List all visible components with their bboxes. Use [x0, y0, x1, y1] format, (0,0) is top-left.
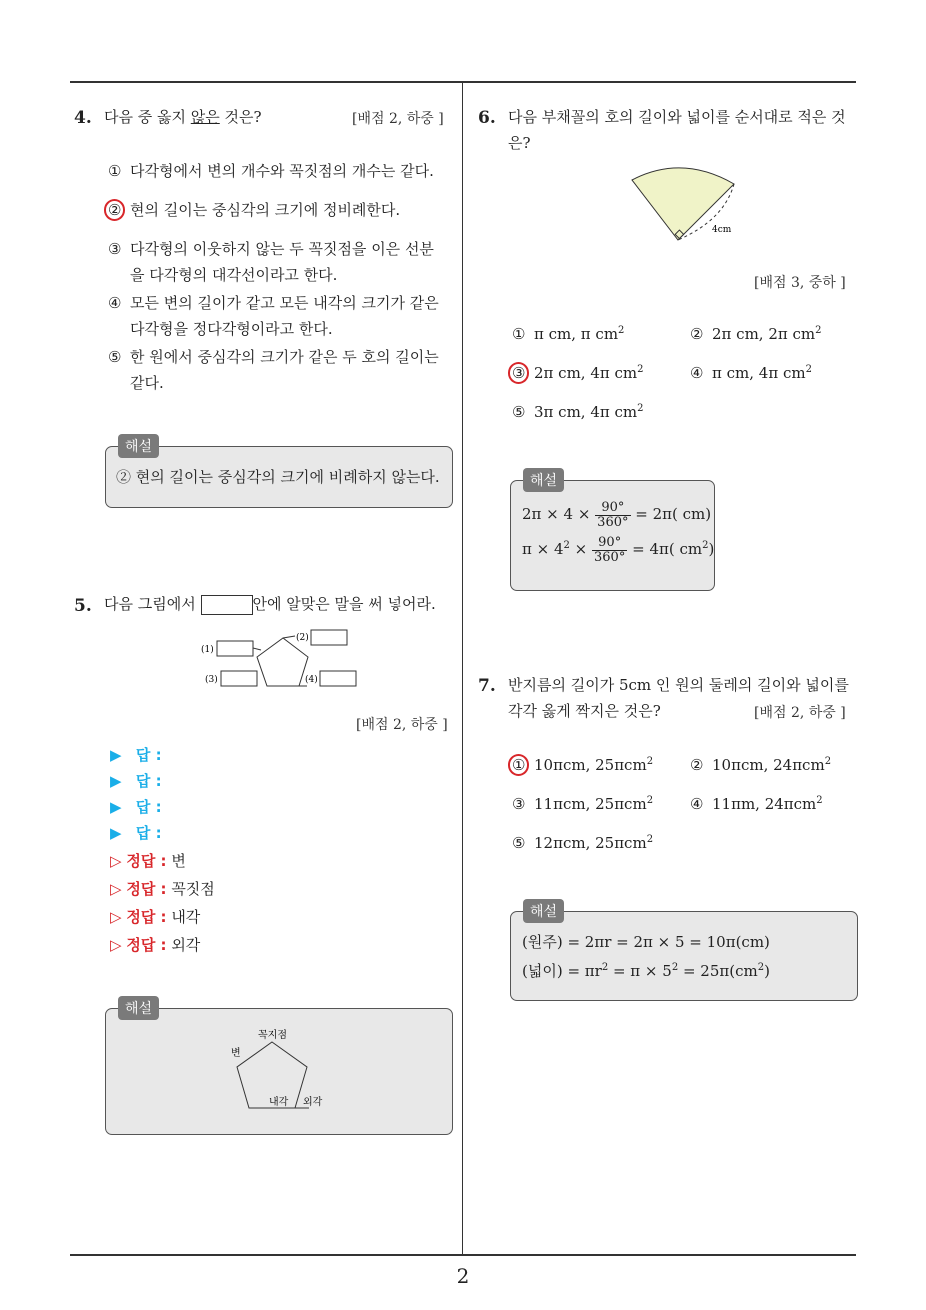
option-number: ④ — [108, 294, 122, 312]
expl-mid: = π × 5 — [608, 962, 672, 980]
q7-explanation-tag: 해설 — [523, 899, 564, 923]
option-sup: 2 — [824, 756, 832, 767]
expl-post: = 2π( cm) — [635, 505, 712, 523]
fraction-numerator: 90° — [595, 501, 630, 516]
expl-end: ) — [764, 962, 770, 980]
q5-correct-row-1 — [110, 850, 186, 871]
option-number: ① — [108, 162, 122, 180]
expl-sup: 2 — [563, 540, 570, 551]
option-number-circled: ② — [104, 199, 125, 221]
option-text: 3π cm, 4π cm — [534, 403, 638, 421]
correct-value: 외각 — [171, 936, 201, 954]
option-sup: 2 — [637, 364, 644, 375]
option-text: 2π cm, 2π cm — [712, 325, 816, 343]
blank-2 — [311, 630, 347, 645]
option-number: ⑤ — [512, 403, 526, 421]
expl-pre: 2π × 4 × — [522, 505, 591, 523]
expl-sup: 2 — [671, 962, 679, 973]
sector-radius-label: 4cm — [712, 225, 732, 235]
option-number: ③ — [512, 795, 526, 813]
blank-3 — [221, 671, 257, 686]
q4-text-after: 것은? — [219, 108, 262, 126]
q6-option-2[interactable] — [690, 318, 822, 347]
q4-text-underlined: 않은 — [190, 108, 220, 126]
q4-question — [104, 104, 262, 130]
figure-label-3: (3) — [205, 675, 218, 685]
q7-text-line2: 각각 옳게 짝지은 것은? — [508, 702, 661, 720]
option-text: 다각형의 이웃하지 않는 두 꼭짓점을 이은 선분 — [130, 240, 434, 258]
q6-question — [508, 104, 846, 156]
option-number: ④ — [690, 795, 704, 813]
q6-number: 6. — [478, 108, 496, 128]
option-sup: 2 — [815, 325, 822, 336]
q4-text-before: 다음 중 옳지 — [104, 108, 191, 126]
q4-number: 4. — [74, 108, 92, 128]
option-sup: 2 — [637, 403, 644, 414]
q5-answer-row-3[interactable] — [110, 796, 162, 817]
expl-sup: 2 — [757, 962, 765, 973]
fraction-denominator: 360° — [594, 549, 626, 565]
option-text: 11πm, 24πcm — [712, 795, 817, 813]
answer-marker: ▶ — [110, 824, 122, 842]
answer-label: 답 : — [135, 824, 162, 842]
q4-option-4[interactable] — [108, 290, 439, 342]
label-interior: 내각 — [269, 1097, 289, 1108]
top-rule — [70, 81, 856, 83]
expl-end: ) — [708, 540, 715, 558]
pointer-2 — [283, 636, 295, 638]
correct-label: 정답 : — [126, 852, 167, 870]
option-text: 11πcm, 25πcm — [534, 795, 647, 813]
q7-option-2[interactable] — [690, 749, 831, 778]
correct-marker: ▷ — [110, 908, 122, 926]
option-sup: 2 — [646, 795, 654, 806]
q5-blank-box — [201, 595, 253, 615]
q7-option-3[interactable] — [512, 788, 653, 817]
expl-fraction — [595, 501, 630, 530]
label-vertex: 꼭지점 — [258, 1030, 287, 1041]
option-text-cont: 같다. — [130, 374, 164, 392]
option-number-circled: ③ — [508, 362, 529, 384]
option-number: ③ — [108, 240, 122, 258]
option-number: ⑤ — [512, 834, 526, 852]
q5-answer-row-4[interactable] — [110, 822, 162, 843]
correct-marker: ▷ — [110, 936, 122, 954]
q6-option-4[interactable] — [690, 357, 812, 386]
option-text: π cm, π cm — [534, 325, 619, 343]
expl-sup: 2 — [601, 962, 609, 973]
answer-label: 답 : — [135, 746, 162, 764]
expl-sup: 2 — [702, 540, 709, 551]
option-sup: 2 — [816, 795, 823, 806]
q6-option-3[interactable] — [512, 357, 644, 386]
q7-option-4[interactable] — [690, 788, 823, 817]
correct-label: 정답 : — [126, 880, 167, 898]
correct-value: 내각 — [171, 908, 201, 926]
expl-mid: × — [569, 540, 588, 558]
correct-value: 꼭짓점 — [171, 880, 215, 898]
correct-label: 정답 : — [126, 936, 167, 954]
correct-marker: ▷ — [110, 880, 122, 898]
option-text-cont: 다각형을 정다각형이라고 한다. — [130, 320, 333, 338]
option-number: ② — [690, 756, 704, 774]
label-side: 변 — [231, 1048, 241, 1059]
q7-text-line1: 반지름의 길이가 5cm 인 원의 둘레의 길이와 넓이를 — [508, 676, 849, 694]
option-number: ① — [512, 325, 526, 343]
option-text: 10πcm, 25πcm — [534, 756, 647, 774]
q4-option-2[interactable] — [108, 197, 400, 223]
q5-number: 5. — [74, 596, 92, 616]
q6-expl-line1 — [522, 498, 714, 530]
q4-option-3[interactable] — [108, 236, 434, 288]
q6-explanation-tag: 해설 — [523, 468, 564, 492]
bottom-rule — [70, 1254, 856, 1256]
option-number-circled: ① — [508, 754, 529, 776]
correct-value: 변 — [171, 852, 186, 870]
label-exterior: 외각 — [303, 1097, 323, 1108]
expl-pre: π × 4 — [522, 540, 564, 558]
option-sup: 2 — [646, 756, 654, 767]
option-text: 한 원에서 중심각의 크기가 같은 두 호의 길이는 — [130, 348, 439, 366]
option-text: π cm, 4π cm — [712, 364, 806, 382]
option-text: 현의 길이는 중심각의 크기에 정비례한다. — [130, 201, 401, 219]
q6-text-line1: 다음 부채꼴의 호의 길이와 넓이를 순서대로 적은 것 — [508, 108, 846, 126]
option-number: ② — [690, 325, 704, 343]
figure-label-1: (1) — [201, 645, 214, 655]
q4-option-5[interactable] — [108, 344, 439, 396]
blank-4 — [320, 671, 356, 686]
q4-score: [배점 2, 하중 ] — [352, 111, 444, 127]
q6-score: [배점 3, 중하 ] — [754, 275, 846, 291]
q5-explanation-figure — [225, 1026, 345, 1118]
figure-label-4: (4) — [305, 675, 318, 685]
pentagon-shape — [257, 638, 308, 686]
q5-correct-row-2 — [110, 878, 215, 899]
answer-label: 답 : — [135, 798, 162, 816]
blank-1 — [217, 641, 253, 656]
q7-score: [배점 2, 하중 ] — [754, 705, 846, 721]
q7-option-1[interactable] — [512, 749, 653, 778]
expl-post: = 25π(cm — [678, 962, 758, 980]
q7-expl-line2 — [522, 955, 770, 984]
correct-label: 정답 : — [126, 908, 167, 926]
q5-pentagon-figure — [195, 624, 365, 694]
fraction-denominator: 360° — [597, 514, 629, 530]
expl-post: = 4π( cm — [632, 540, 703, 558]
option-sup: 2 — [646, 834, 654, 845]
q4-explanation-tag: 해설 — [118, 434, 159, 458]
expl-fraction — [592, 536, 627, 565]
q5-answer-row-2[interactable] — [110, 770, 162, 791]
figure-label-2: (2) — [296, 633, 309, 643]
option-text: 모든 변의 길이가 같고 모든 내각의 크기가 같은 — [130, 294, 439, 312]
q7-number: 7. — [478, 676, 496, 696]
q5-answer-row-1[interactable] — [110, 744, 162, 765]
q5-explanation-tag: 해설 — [118, 996, 159, 1020]
q6-explanation-text — [522, 498, 714, 565]
option-text: 다각형에서 변의 개수와 꼭짓점의 개수는 같다. — [130, 162, 434, 180]
q6-sector-figure — [628, 162, 740, 250]
option-sup: 2 — [618, 325, 625, 336]
q5-question — [104, 591, 436, 617]
q4-option-1[interactable] — [108, 158, 434, 184]
q4-explanation-text: ② 현의 길이는 중심각의 크기에 비례하지 않는다. — [116, 468, 440, 486]
option-text-cont: 을 다각형의 대각선이라고 한다. — [130, 266, 338, 284]
q5-text-after: 안에 알맞은 말을 써 넣어라. — [252, 595, 436, 613]
option-number: ⑤ — [108, 348, 122, 366]
answer-label: 답 : — [135, 772, 162, 790]
correct-marker: ▷ — [110, 852, 122, 870]
q6-text-line2: 은? — [508, 134, 531, 152]
option-text: 10πcm, 24πcm — [712, 756, 825, 774]
q7-option-5[interactable] — [512, 827, 653, 856]
answer-marker: ▶ — [110, 772, 122, 790]
q5-text-before: 다음 그림에서 — [104, 595, 196, 613]
page-number: 2 — [456, 1264, 470, 1288]
expl-pre: (넓이) = πr — [522, 962, 602, 980]
q6-expl-line2 — [522, 530, 714, 565]
option-text: 12πcm, 25πcm — [534, 834, 647, 852]
q5-correct-row-3 — [110, 906, 200, 927]
q7-expl-line1: (원주) = 2πr = 2π × 5 = 10π(cm) — [522, 933, 770, 951]
option-sup: 2 — [805, 364, 812, 375]
q6-option-1[interactable] — [512, 318, 624, 347]
option-number: ④ — [690, 364, 704, 382]
option-text: 2π cm, 4π cm — [534, 364, 638, 382]
q5-score: [배점 2, 하중 ] — [356, 717, 448, 733]
q7-explanation-text — [522, 929, 770, 984]
answer-marker: ▶ — [110, 798, 122, 816]
column-divider — [462, 82, 463, 1255]
pointer-1 — [253, 648, 261, 650]
q5-correct-row-4 — [110, 934, 200, 955]
answer-marker: ▶ — [110, 746, 122, 764]
q6-option-5[interactable] — [512, 396, 644, 425]
fraction-numerator: 90° — [592, 536, 627, 551]
